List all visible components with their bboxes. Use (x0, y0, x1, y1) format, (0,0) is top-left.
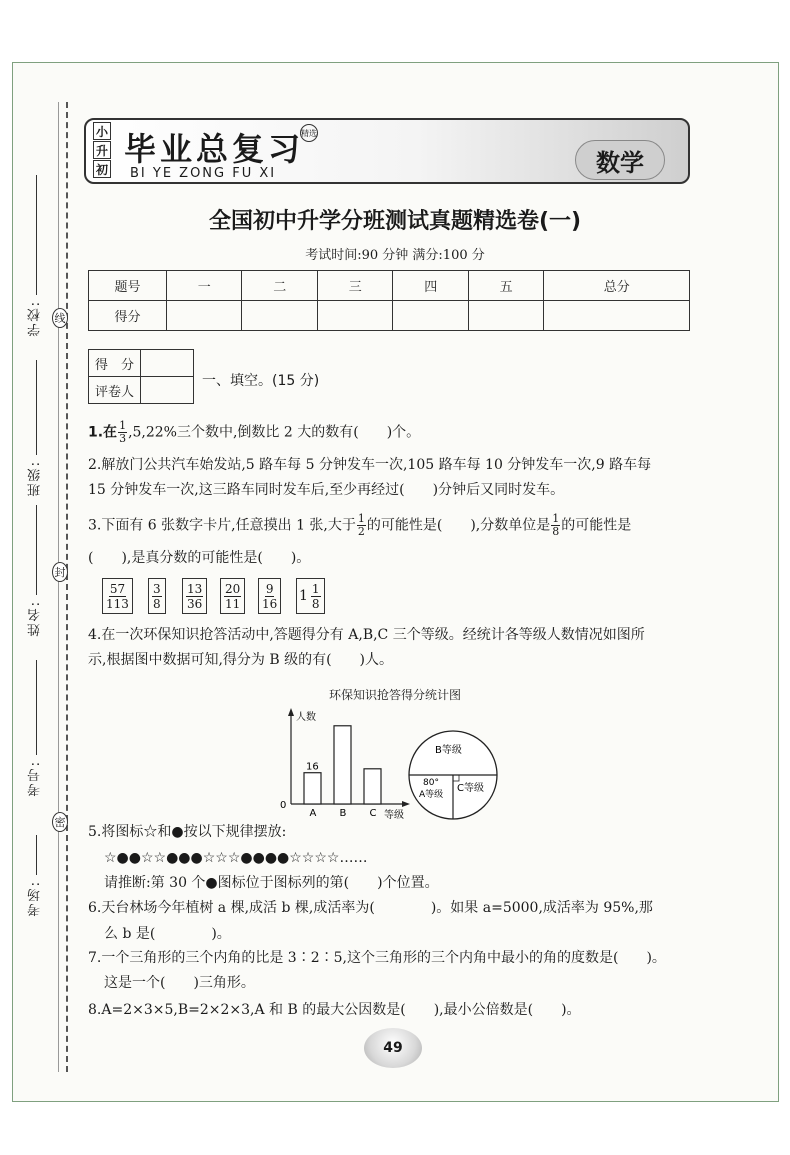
table-cell: 四 (393, 271, 468, 301)
tick-label-B: B (339, 808, 347, 819)
score-input-cell[interactable] (317, 301, 392, 331)
grader-score-label: 得 分 (89, 350, 141, 377)
seal-circle-mi: 密 (52, 812, 68, 832)
frac-num: 57 (109, 581, 126, 596)
number-card (102, 578, 133, 614)
class-blank[interactable] (36, 360, 37, 455)
seal-circle-xian: 线 (52, 308, 68, 328)
tick-label-C: C (369, 808, 377, 819)
frac-den: 8 (552, 525, 560, 538)
grader-name-input[interactable] (141, 377, 194, 404)
exam-room-label: 考场: (28, 880, 43, 917)
question-3 (88, 513, 631, 538)
bar-chart (276, 704, 416, 824)
table-cell: 一 (167, 271, 242, 301)
q3-text-a: 3.下面有 6 张数字卡片,任意摸出 1 张,大于 (88, 517, 356, 534)
score-input-cell[interactable] (544, 301, 690, 331)
bar-A (304, 773, 321, 804)
score-input-cell[interactable] (167, 301, 242, 331)
frac-num: 13 (187, 581, 203, 596)
header-side-chars (90, 122, 114, 180)
grader-name-label: 评卷人 (89, 377, 141, 404)
school-label: 学校: (28, 300, 43, 337)
frac-den: 3 (119, 432, 127, 445)
data-label-A: 16 (306, 761, 319, 773)
fraction (118, 420, 127, 445)
question-2: 2.解放门公共汽车始发站,5 路车每 5 分钟发车一次,105 路车每 10 分钟发车一次,9 路车每 (88, 457, 652, 473)
question-2-cont: 15 分钟发车一次,这三路车同时发车后,至少再经过( )分钟后又同时发车。 (88, 482, 565, 498)
score-input-cell[interactable] (468, 301, 543, 331)
question-5-cont: 请推断:第 30 个●图标位于图标列的第( )个位置。 (104, 875, 439, 891)
number-card (182, 578, 207, 614)
pie-angle-label: 80° (423, 778, 439, 788)
table-cell: 题号 (89, 271, 167, 301)
frac-den: 11 (225, 596, 241, 611)
y-axis-arrow (288, 708, 294, 716)
fraction (551, 513, 560, 538)
question-3-cont: ( ),是真分数的可能性是( )。 (88, 550, 311, 566)
pie-label-a: A等级 (419, 790, 444, 800)
q3-text-c: 的可能性是 (561, 517, 632, 534)
exam-number-blank[interactable] (36, 660, 37, 755)
frac-num: 1 (552, 512, 560, 525)
y-axis-label: 人数 (296, 712, 316, 723)
exam-number-label: 考号: (28, 760, 43, 797)
frac-den: 8 (153, 596, 161, 611)
question-4-cont: 示,根据图中数据可知,得分为 B 级的有( )人。 (88, 652, 394, 668)
side-char: 初 (93, 160, 111, 178)
paper-title: 全国初中升学分班测试真题精选卷(一) (208, 209, 582, 234)
header-pinyin: BI YE ZONG FU XI (130, 166, 277, 181)
number-card (296, 578, 325, 614)
question-8: 8.A=2×3×5,B=2×2×3,A 和 B 的最大公因数是( ),最小公倍数是( )。 (88, 1002, 581, 1018)
fraction (357, 513, 366, 538)
number-card (258, 578, 281, 614)
score-input-cell[interactable] (393, 301, 468, 331)
pie-label-b: B等级 (435, 745, 462, 756)
seal-circle-feng: 封 (52, 562, 68, 582)
score-row (89, 301, 690, 331)
section-heading: 一、填空。(15 分) (202, 373, 320, 389)
q1-text-b: ,5,22%三个数中,倒数比 2 大的数有( )个。 (128, 424, 421, 441)
icon-sequence: ☆●●☆☆●●●☆☆☆●●●●☆☆☆☆…… (104, 850, 368, 866)
class-label: 班级: (28, 460, 43, 497)
table-cell: 二 (242, 271, 317, 301)
side-char: 升 (93, 141, 111, 159)
question-7: 7.一个三角形的三个内角的比是 3∶2∶5,这个三角形的三个内角中最小的角的度数是( )。 (88, 950, 666, 966)
frac-num: 20 (225, 581, 241, 596)
question-1 (88, 420, 420, 445)
frac-den: 113 (106, 596, 129, 611)
q3-text-b: 的可能性是( ),分数单位是 (366, 517, 551, 534)
table-cell: 总分 (544, 271, 690, 301)
question-4: 4.在一次环保知识抢答活动中,答题得分有 A,B,C 三个等级。经统计各等级人数情况如图所 (88, 627, 645, 643)
question-6: 6.天台林场今年植树 a 棵,成活 b 棵,成活率为( )。如果 a=5000,成活率为 95%,那 (88, 900, 653, 916)
school-blank[interactable] (36, 175, 37, 295)
score-table (88, 270, 690, 331)
question-5: 5.将图标☆和●按以下规律摆放: (88, 824, 287, 840)
exam-meta: 考试时间:90 分钟 满分:100 分 (305, 248, 485, 263)
pie-chart (405, 725, 505, 825)
side-char: 小 (93, 122, 111, 140)
name-label: 姓名: (28, 600, 43, 637)
subject-badge: 数学 (575, 140, 665, 180)
number-card (220, 578, 245, 614)
header-title: 毕业总复习 (124, 130, 305, 168)
bar-B (334, 726, 351, 804)
page-number: 49 (364, 1028, 422, 1068)
frac-num: 1 (357, 512, 365, 525)
frac-num: 1 (119, 419, 127, 432)
grader-score-input[interactable] (141, 350, 194, 377)
pie-label-c: C等级 (457, 783, 484, 794)
header-badge: 精选 (300, 124, 318, 142)
number-card (148, 578, 166, 614)
frac-num: 9 (265, 581, 274, 596)
frac-den: 36 (187, 596, 203, 611)
name-blank[interactable] (36, 505, 37, 595)
grader-box (88, 349, 194, 404)
q1-text-a: 1.在 (88, 424, 118, 441)
score-input-cell[interactable] (242, 301, 317, 331)
card-whole: 1 (299, 588, 308, 604)
question-7-cont: 这是一个( )三角形。 (104, 975, 255, 991)
table-cell: 得分 (89, 301, 167, 331)
score-header-row (89, 271, 690, 301)
question-6-cont: 么 b 是( )。 (104, 926, 231, 942)
frac-den: 16 (262, 596, 278, 611)
x-axis-label: 等级 (384, 810, 404, 821)
bar-C (364, 769, 381, 804)
table-cell: 三 (317, 271, 392, 301)
frac-num: 3 (153, 581, 161, 596)
frac-den: 8 (311, 596, 320, 611)
chart-title: 环保知识抢答得分统计图 (328, 688, 461, 702)
origin-label: 0 (280, 800, 287, 811)
frac-den: 2 (357, 525, 365, 538)
frac-num: 1 (311, 581, 320, 596)
tick-label-A: A (309, 808, 317, 819)
exam-room-blank[interactable] (36, 835, 37, 875)
table-cell: 五 (468, 271, 543, 301)
